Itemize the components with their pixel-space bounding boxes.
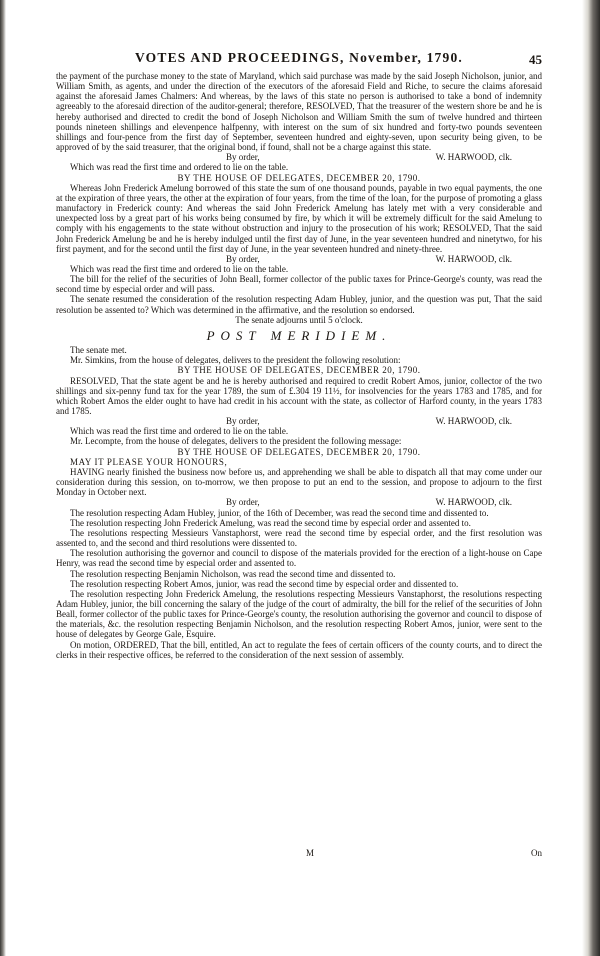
proceeding-item: The resolution respecting John Frederick Amelung, was read the second time by especial order and assented to.: [70, 517, 471, 528]
page-footer: [56, 848, 542, 862]
scan-right-edge: [582, 0, 600, 956]
proceeding-item: The resolutions respecting Messieurs Vanstaphorst, were read the second time by especial order, and the first resolution was assented to, and the second and third resolutions were dissented to.: [56, 527, 542, 549]
paragraph-hubley: The senate resumed the consideration of the resolution respecting Adam Hubley, junior, and the question was put, That the said resolution be assented to? Which was determined in the affirmative, and the resolution so endorsed.: [56, 294, 542, 315]
signature-block: [56, 152, 542, 162]
reading-note: Which was read the first time and ordered to lie on the table.: [70, 426, 289, 437]
signature-label: By order,: [226, 253, 260, 264]
simkins-delivery: Mr. Simkins, from the house of delegates, delivers to the president the following resolution:: [70, 355, 401, 366]
senate-met: The senate met.: [70, 345, 127, 356]
signature-label: By order,: [226, 416, 260, 427]
signature-name: W. HARWOOD, clk.: [435, 152, 512, 163]
paragraph-amos: RESOLVED, That the state agent be and he is hereby authorised and required to credit Robert Amos, junior, collector of the two shillings and six-penny fund tax for the year 1789, the sum of £.304 19 11½, for insolvencies for the years 1783 and 1785, and for which Robert Amos the elder ought to have had credit in his account with the state, as collector of Harford county, in the years 1783 and 1785.: [56, 375, 542, 416]
proceeding-item: The resolution respecting Benjamin Nicholson, was read the second time and dissented to.: [70, 568, 396, 579]
signature-block: [56, 497, 542, 507]
paragraph-amelung: Whereas John Frederick Amelung borrowed of this state the sum of one thousand pounds, payable in two equal payments, the one at the expiration of three years, the other at the expiration of four years, from the time of the loan, for the purpose of promoting a glass manufactory in Frederick county: And whereas the said John Frederick Amelung has lately met with a very considerable and unexpected loss by a great part of his works being consumed by fire, by which it will be extremely difficult for the said Amelung to comply with his engagements to the state without obstruction and injury to the prosecution of his work; RESOLVED, That the said John Frederick Amelung be and he is hereby indulged until the first day of June, in the year seventeen hundred and ninetytwo, for his first payment, and for the second until the first day of June, in the year seventeen hundred and ninety-three.: [56, 182, 542, 254]
running-title: VOTES AND PROCEEDINGS, November, 1790.: [135, 50, 463, 65]
signature-mark: M: [306, 848, 315, 858]
paragraph-nicholson: the payment of the purchase money to the state of Maryland, which said purchase was made by the said Joseph Nicholson, junior, and William Smith, as agents, and under the direction of the executors of the aforesaid Field and Riche, to secure the claims aforesaid against the aforesaid James Chalmers: And whereas, by the laws of this state no person is authorised to take a bond of indemnity agreeably to the aforesaid direction of the auditor-general; therefore, RESOLVED, That the treasurer of the western shore be and he is hereby authorised and directed to credit the bond of Joseph Nicholson and William Smith the sum of twelve hundred and thirteen pounds nineteen shillings and elevenpence halfpenny, with interest on the sum of six hundred and forty-two pounds seventeen shillings and four-pence from the first day of September, seventeen hundred and eighty-seven, upon security being given, to be approved of by the said treasurer, that the original bond, if found, shall not be a charge against this state.: [56, 71, 542, 153]
signature-name: W. HARWOOD, clk.: [435, 416, 512, 427]
signature-label: By order,: [226, 497, 260, 508]
signature-block: [56, 254, 542, 264]
proceeding-item: On motion, ORDERED, That the bill, entitled, An act to regulate the fees of certain officers of the county courts, and to direct the clerks in their respective offices, be referred to the consideration of the next session of assembly.: [56, 639, 542, 660]
signature-block: [56, 416, 542, 426]
proceeding-item: The resolution respecting John Frederick Amelung, the resolutions respecting Messieurs Vanstaphorst, the resolutions respecting Adam Hubley, junior, the bill concerning the salary of the judge of the court of admiralty, the bill for the relief of the securities of John Beall, former collector of the public taxes for Prince-George's county, the resolution authorising the governor and council to dispose of the materials, &c. the resolution respecting Benjamin Nicholson, and the resolution respecting Robert Amos, junior, were sent to the house of delegates by George Gale, Esquire.: [56, 588, 542, 640]
page-header: [56, 50, 542, 70]
message-text: HAVING nearly finished the business now before us, and apprehending we shall be able to dispatch all that may come under our consideration during this session, on to-morrow, we then propose to put an end to the session, and propose to adjourn to the first Monday in October next.: [56, 466, 542, 498]
signature-name: W. HARWOOD, clk.: [435, 497, 512, 508]
page-number: 45: [529, 52, 542, 67]
proceeding-item: The resolution respecting Robert Amos, junior, was read the second time by especial order and dissented to.: [70, 578, 459, 589]
house-heading: BY THE HOUSE OF DELEGATES, DECEMBER 20, 1790.: [177, 446, 421, 457]
lecompte-delivery: Mr. Lecompte, from the house of delegates, delivers to the president the following message:: [70, 436, 402, 447]
reading-note: Which was read the first time and ordered to lie on the table.: [70, 162, 289, 173]
signature-label: By order,: [226, 152, 260, 163]
proceeding-item: The resolution authorising the governor and council to dispose of the materials provided for the erection of a light-house on Cape Henry, was read the second time by especial order and assented to.: [56, 548, 542, 569]
paragraph-beall: The bill for the relief of the securities of John Beall, former collector of the public taxes for Prince-George's county, was read the second time by especial order and will pass.: [56, 274, 542, 295]
house-heading: BY THE HOUSE OF DELEGATES, DECEMBER 20, 1790.: [177, 365, 421, 376]
document-body: [56, 71, 542, 660]
catchword: On: [531, 848, 542, 858]
proceeding-item: The resolution respecting Adam Hubley, junior, of the 16th of December, was read the second time and dissented to.: [70, 507, 489, 518]
scan-left-edge: [0, 0, 6, 956]
signature-name: W. HARWOOD, clk.: [435, 253, 512, 264]
section-title: POST MERIDIEM.: [206, 327, 392, 343]
address-salutation: MAY IT PLEASE YOUR HONOURS,: [70, 456, 228, 467]
reading-note: Which was read the first time and ordered to lie on the table.: [70, 263, 289, 274]
adjourn-note: The senate adjourns until 5 o'clock.: [235, 314, 363, 325]
house-heading: BY THE HOUSE OF DELEGATES, DECEMBER 20, 1790.: [177, 172, 421, 183]
